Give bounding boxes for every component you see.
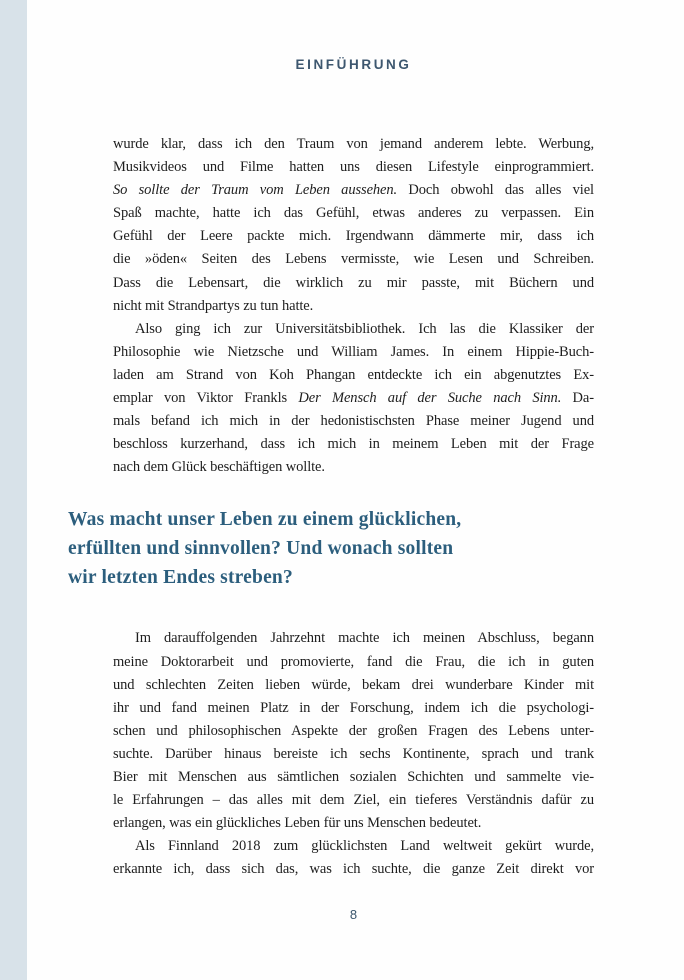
text-segment: Musikvideos und Filme hatten uns diesen Lifestyle einprogrammiert. — [113, 159, 594, 176]
paragraph-group-2 — [113, 627, 594, 881]
text-segment: Spaß machte, hatte ich das Gefühl, etwas anderes zu verpassen. Ein — [113, 205, 594, 222]
text-segment: erkannte ich, dass sich das, was ich suchte, die ganze Zeit direkt vor — [113, 861, 594, 878]
section-heading-line: wir letzten Endes streben? — [68, 567, 293, 589]
paragraph-group-1 — [113, 133, 594, 479]
text-segment: Bier mit Menschen aus sämtlichen sozialen Schichten und sammelte vie- — [113, 768, 594, 785]
text-line — [113, 720, 594, 743]
left-margin-bar — [0, 0, 27, 980]
text-line — [113, 133, 594, 156]
text-line — [113, 627, 594, 650]
text-segment: und schlechten Zeiten lieben würde, bekam drei wunderbare Kinder mit — [113, 676, 594, 693]
text-line — [113, 766, 594, 789]
text-segment: nicht mit Strandpartys zu tun hatte. — [113, 297, 314, 314]
text-segment: le Erfahrungen – das alles mit dem Ziel, ein tieferes Verständnis dafür zu — [113, 792, 594, 809]
text-line — [113, 456, 594, 479]
text-line — [113, 789, 594, 812]
paragraph — [113, 133, 594, 318]
text-line — [113, 272, 594, 295]
text-column — [68, 133, 594, 881]
text-segment: suchte. Darüber hinaus bereiste ich sechs Kontinente, sprach und trank — [113, 745, 594, 762]
text-segment: Dass die Lebensart, die wirklich zu mir passte, mit Büchern und — [113, 274, 594, 291]
text-line — [113, 179, 594, 202]
text-segment: Also ging ich zur Universitätsbibliothek. Ich las die Klassiker der — [135, 320, 594, 337]
text-segment: erlangen, was ein glückliches Leben für uns Menschen bedeutet. — [113, 815, 482, 832]
text-line — [113, 295, 594, 318]
italic-text: Der Mensch auf der Suche nach Sinn. — [298, 390, 562, 407]
text-line — [113, 674, 594, 697]
text-line — [113, 318, 594, 341]
paragraph — [113, 627, 594, 835]
text-line — [113, 202, 594, 225]
text-line — [113, 225, 594, 248]
running-header: EINFÜHRUNG — [295, 57, 412, 72]
text-segment: wurde klar, dass ich den Traum von jemand anderem lebte. Werbung, — [113, 136, 594, 152]
text-segment: mals befand ich mich in der hedonistischsten Phase meiner Jugend und — [113, 413, 594, 430]
text-segment: Da- — [561, 390, 594, 407]
text-segment: die »öden« Seiten des Lebens vermisste, wie Lesen und Schreiben. — [113, 251, 594, 268]
text-segment: schen und philosophischen Aspekte der großen Fragen des Lebens unter- — [113, 722, 594, 739]
text-segment: emplar von Viktor Frankls — [113, 390, 299, 407]
text-line — [113, 812, 594, 835]
text-segment: meine Doktorarbeit und promovierte, fand die Frau, die ich in guten — [113, 653, 594, 670]
text-line — [113, 156, 594, 179]
text-segment: Als Finnland 2018 zum glücklichsten Land weltweit gekürt wurde, — [135, 838, 594, 855]
text-line — [113, 341, 594, 364]
text-line — [113, 248, 594, 271]
text-line — [113, 651, 594, 674]
text-segment: laden am Strand von Koh Phangan entdeckte ich ein abgenutztes Ex- — [113, 366, 594, 383]
text-line — [113, 433, 594, 456]
paragraph — [113, 835, 594, 881]
page-content — [27, 0, 684, 980]
text-segment: Philosophie wie Nietzsche und William James. In einem Hippie-Buch- — [113, 343, 594, 360]
text-line — [113, 410, 594, 433]
text-line — [113, 858, 594, 881]
italic-text: So sollte der Traum vom Leben aussehen. — [113, 182, 398, 199]
text-segment: ihr und fand meinen Platz in der Forschung, indem ich die psychologi- — [113, 699, 594, 716]
text-segment: nach dem Glück beschäftigen wollte. — [113, 459, 325, 476]
section-heading-line: erfüllten und sinnvollen? Und wonach sollten — [68, 538, 454, 560]
paragraph — [113, 318, 594, 480]
text-segment: Im darauffolgenden Jahrzehnt machte ich meinen Abschluss, begann — [135, 630, 594, 647]
text-line — [113, 697, 594, 720]
text-line — [113, 364, 594, 387]
section-heading-line: Was macht unser Leben zu einem glücklichen, — [68, 509, 462, 531]
text-segment: beschloss kurzerhand, dass ich mich in meinem Leben mit der Frage — [113, 436, 594, 453]
text-segment: Gefühl der Leere packte mich. Irgendwann dämmerte mir, dass ich — [113, 228, 594, 245]
text-line — [113, 387, 594, 410]
page-number: 8 — [349, 907, 358, 923]
text-segment: Doch obwohl das alles viel — [397, 182, 594, 199]
text-line — [113, 835, 594, 858]
text-line — [113, 743, 594, 766]
section-heading — [68, 505, 594, 592]
